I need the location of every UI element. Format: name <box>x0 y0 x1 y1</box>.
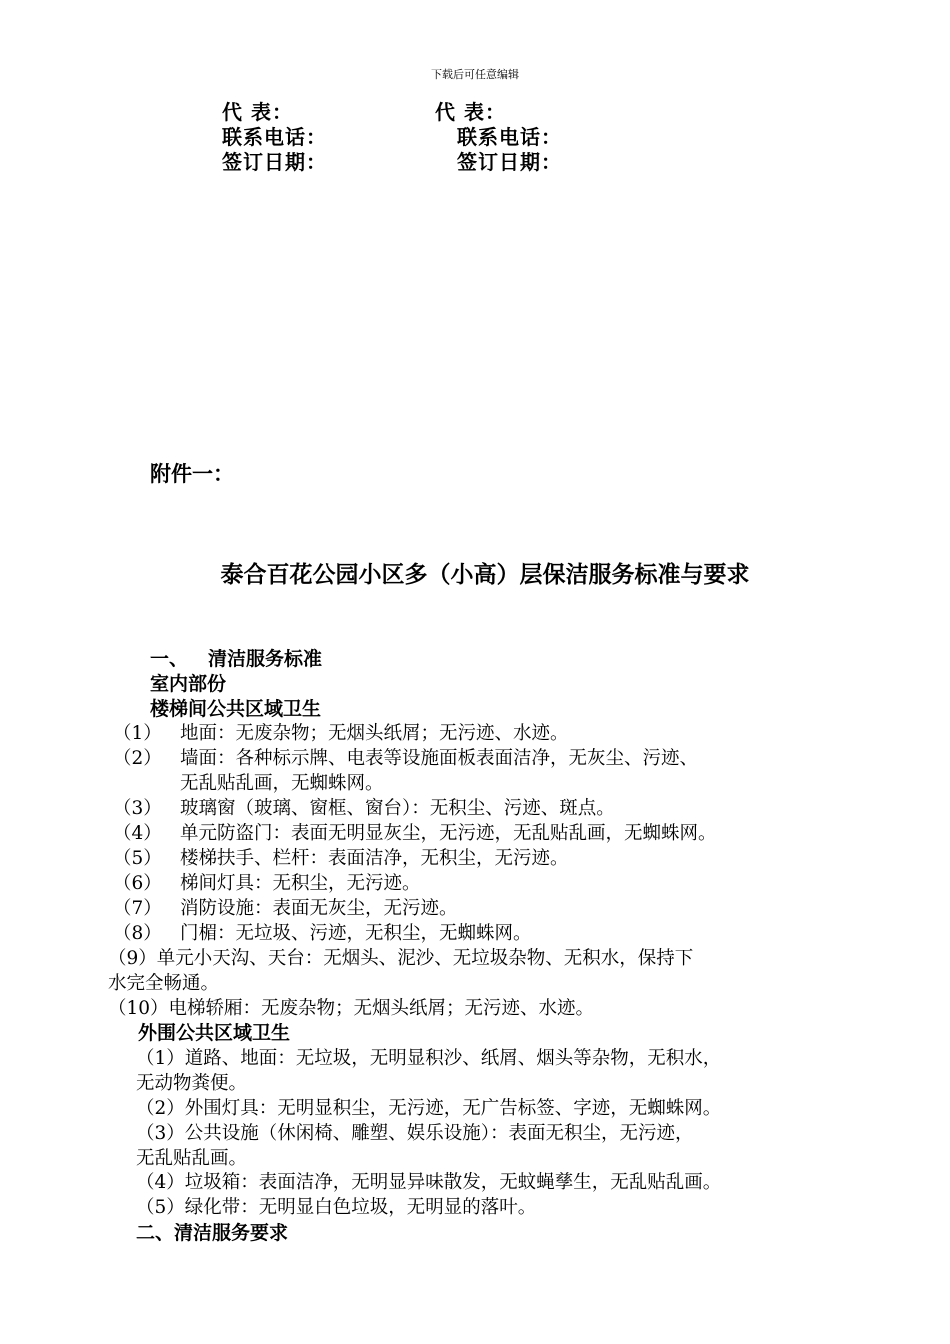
outdoor-item-2-text: （2）外围灯具：无明显积尘，无污迹，无广告标签、字迹，无蜘蛛网。 <box>136 1098 722 1119</box>
stair-item-5-num: （5） <box>113 848 162 869</box>
right-phone-label: 联系电话： <box>457 125 562 149</box>
stair-item-2-text: 墙面：各种标示牌、电表等设施面板表面洁净，无灰尘、污迹、 <box>180 748 699 769</box>
right-rep-label: 代 表： <box>435 100 506 124</box>
stair-item-6-text: 梯间灯具：无积尘，无污迹。 <box>180 873 421 894</box>
stair-item-5-text: 楼梯扶手、栏杆：表面洁净，无积尘，无污迹。 <box>180 848 569 869</box>
outdoor-item-1-text: （1）道路、地面：无垃圾，无明显积沙、纸屑、烟头等杂物，无积水， <box>136 1048 722 1069</box>
stair-item-4-text: 单元防盗门：表面无明显灰尘，无污迹，无乱贴乱画，无蜘蛛网。 <box>180 823 717 844</box>
stair-item-1-text: 地面：无废杂物；无烟头纸屑；无污迹、水迹。 <box>180 723 569 744</box>
subheading-stairwell: 楼梯间公共区域卫生 <box>150 698 322 720</box>
left-rep-label: 代 表： <box>222 100 293 124</box>
outdoor-item-3-text: （3）公共设施（休闲椅、雕塑、娱乐设施）：表面无积尘，无污迹， <box>136 1123 694 1144</box>
stair-item-9-line1: （9）单元小天沟、天台：无烟头、泥沙、无垃圾杂物、无积水，保持下 <box>108 948 694 969</box>
left-phone-label: 联系电话： <box>222 125 327 149</box>
stair-item-8-text: 门楣：无垃圾、污迹，无积尘，无蜘蛛网。 <box>180 923 532 944</box>
stair-item-9-line2: 水完全畅通。 <box>108 973 220 994</box>
stair-item-2-num: （2） <box>113 748 162 769</box>
stair-item-8-num: （8） <box>113 923 162 944</box>
stair-item-2-cont: 无乱贴乱画，无蜘蛛网。 <box>180 773 384 794</box>
outdoor-item-5-text: （5）绿化带：无明显白色垃圾，无明显的落叶。 <box>136 1197 537 1218</box>
stair-item-6-num: （6） <box>113 873 162 894</box>
outdoor-item-3-cont: 无乱贴乱画。 <box>136 1148 248 1169</box>
elevator-item-10: （10）电梯轿厢：无废杂物；无烟头纸屑；无污迹、水迹。 <box>108 998 595 1019</box>
section2-heading: 二、清洁服务要求 <box>136 1222 289 1244</box>
stair-item-3-num: （3） <box>113 798 162 819</box>
subheading-outdoor: 外围公共区域卫生 <box>138 1022 291 1044</box>
stair-item-3-text: 玻璃窗（玻璃、窗框、窗台）：无积尘、污迹、斑点。 <box>180 798 615 819</box>
subheading-indoor: 室内部份 <box>150 673 227 695</box>
stair-item-7-text: 消防设施：表面无灰尘，无污迹。 <box>180 898 458 919</box>
stair-item-1-num: （1） <box>113 723 162 744</box>
right-date-label: 签订日期： <box>457 150 562 174</box>
annex-label: 附件一： <box>150 461 234 486</box>
header-note: 下载后可任意编辑 <box>431 68 519 81</box>
section1-number: 一、 <box>150 648 189 670</box>
left-date-label: 签订日期： <box>222 150 327 174</box>
section1-heading: 清洁服务标准 <box>208 648 323 670</box>
outdoor-item-4-text: （4）垃圾箱：表面洁净，无明显异味散发，无蚊蝇孳生，无乱贴乱画。 <box>136 1172 722 1193</box>
stair-item-4-num: （4） <box>113 823 162 844</box>
document-title: 泰合百花公园小区多（小高）层保洁服务标准与要求 <box>220 561 750 588</box>
stair-item-7-num: （7） <box>113 898 162 919</box>
outdoor-item-1-cont: 无动物粪便。 <box>136 1073 248 1094</box>
